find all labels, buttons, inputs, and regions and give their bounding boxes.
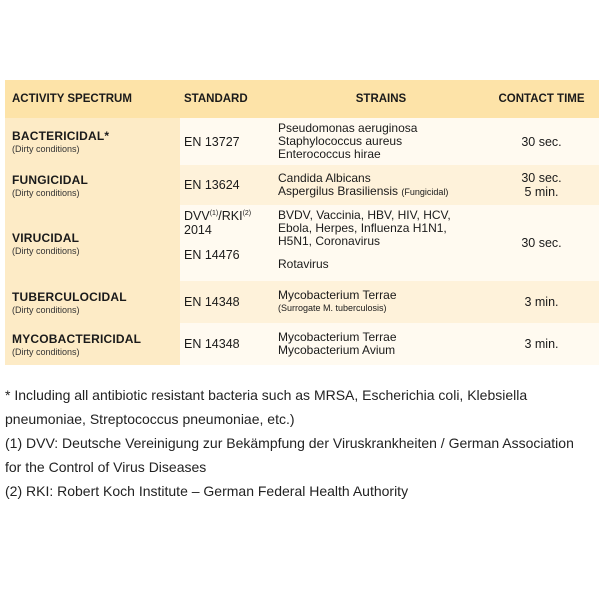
- contact-time-cell: 3 min.: [484, 323, 599, 365]
- table-header-row: [5, 80, 599, 118]
- contact-time: 30 sec.: [521, 171, 562, 185]
- strains-cell: [272, 323, 484, 365]
- strains-cell: [272, 205, 484, 281]
- standard-cell: [180, 205, 272, 281]
- strain: H5N1, Coronavirus: [278, 234, 381, 248]
- header-standard: STANDARD: [184, 93, 248, 105]
- standard-text: /RKI: [218, 209, 243, 223]
- footnote-ref: (2): [242, 209, 252, 217]
- strains-cell: [272, 165, 484, 205]
- strain: Mycobacterium Terrae: [278, 288, 397, 302]
- strain-note: (Surrogate M. tuberculosis): [278, 303, 387, 313]
- contact-time-cell: 30 sec.: [484, 205, 599, 281]
- footnote-ref: (1): [209, 209, 219, 217]
- standard-en14476: EN 14476: [184, 248, 240, 262]
- contact-time-cell: [484, 165, 599, 205]
- strain: Ebola, Herpes, Influenza H1N1,: [278, 221, 447, 235]
- footnote-line: (1) DVV: Deutsche Vereinigung zur Bekämpfung der Viruskrankheiten / German Association: [5, 435, 574, 451]
- header-activity-spectrum: ACTIVITY SPECTRUM: [12, 93, 132, 105]
- activity-name: VIRUCIDAL: [12, 230, 80, 245]
- activity-name: TUBERCULOCIDAL: [12, 289, 127, 304]
- header-strains: STRAINS: [355, 93, 407, 105]
- contact-time-cell: 3 min.: [484, 281, 599, 323]
- activity-condition: (Dirty conditions): [12, 245, 80, 256]
- activity-name: FUNGICIDAL: [12, 172, 88, 187]
- footnotes: [5, 383, 595, 503]
- activity-condition: (Dirty conditions): [12, 187, 80, 198]
- standard-dvv-rki: [184, 209, 272, 223]
- footnote-line: * Including all antibiotic resistant bacteria such as MRSA, Escherichia coli, Klebsiella: [5, 387, 528, 403]
- strain: Staphylococcus aureus: [278, 134, 403, 148]
- activity-cell: [5, 281, 180, 323]
- strain: Candida Albicans: [278, 170, 371, 185]
- standard-year: 2014: [184, 223, 212, 237]
- strains-cell: [272, 118, 484, 165]
- activity-condition: (Dirty conditions): [12, 304, 80, 315]
- strain: Pseudomonas aeruginosa: [278, 121, 418, 135]
- footnote-line: for the Control of Virus Diseases: [5, 459, 207, 475]
- standard-cell: EN 14348: [180, 281, 272, 323]
- activity-cell: [5, 165, 180, 205]
- activity-cell: [5, 323, 180, 365]
- activity-name: BACTERICIDAL*: [12, 129, 110, 143]
- standard-cell: EN 13727: [180, 118, 272, 165]
- table-row-virucidal: [5, 205, 599, 281]
- table-row-fungicidal: [5, 165, 599, 205]
- contact-time: 5 min.: [524, 185, 559, 199]
- strain: Mycobacterium Terrae: [278, 330, 397, 344]
- activity-cell: [5, 118, 180, 165]
- activity-spectrum-table: [5, 80, 599, 365]
- table-row-bactericidal: [5, 118, 599, 165]
- activity-name: MYCOBACTERICIDAL: [12, 331, 142, 346]
- strain: Rotavirus: [278, 257, 329, 271]
- footnote-line: (2) RKI: Robert Koch Institute – German Federal Health Authority: [5, 483, 409, 499]
- strains-cell: [272, 281, 484, 323]
- activity-condition: (Dirty conditions): [12, 144, 80, 154]
- table-row-mycobactericidal: [5, 323, 599, 365]
- strain-note: (Fungicidal): [401, 186, 449, 197]
- strain: Aspergilus Brasiliensis: [278, 183, 399, 198]
- table-row-tuberculocidal: [5, 281, 599, 323]
- strain-line: [278, 185, 484, 199]
- activity-condition: (Dirty conditions): [12, 346, 80, 357]
- footnote-line: pneumoniae, Streptococcus pneumoniae, etc.): [5, 411, 295, 427]
- strain: Mycobacterium Avium: [278, 343, 396, 357]
- standard-text: DVV: [184, 209, 210, 223]
- strain: BVDV, Vaccinia, HBV, HIV, HCV,: [278, 208, 451, 222]
- contact-time-cell: 30 sec.: [484, 118, 599, 165]
- activity-cell: [5, 205, 180, 281]
- strain: Enterococcus hirae: [278, 147, 381, 161]
- standard-cell: EN 14348: [180, 323, 272, 365]
- standard-cell: EN 13624: [180, 165, 272, 205]
- header-contact-time: CONTACT TIME: [498, 93, 585, 105]
